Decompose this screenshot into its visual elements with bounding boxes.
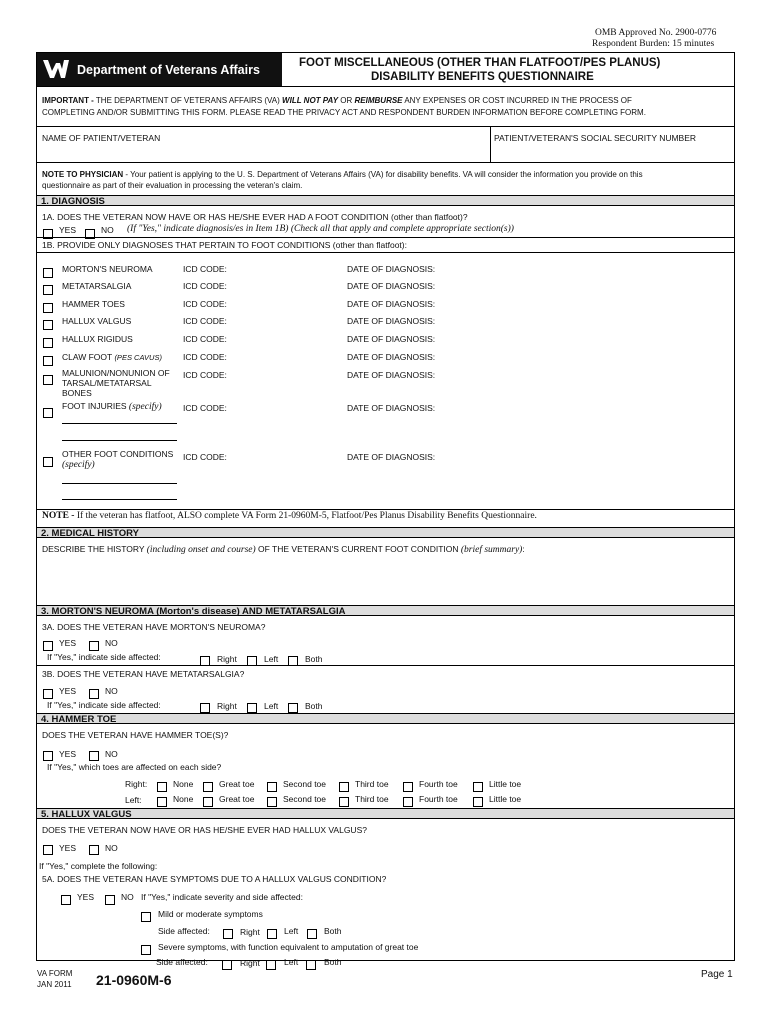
- respondent-burden: Respondent Burden: 15 minutes: [592, 39, 715, 49]
- q3a-both-label: Both: [305, 654, 323, 664]
- q3b-side-label: If "Yes," indicate side affected:: [47, 700, 161, 710]
- claw-foot-label: CLAW FOOT (PES CAVUS): [62, 352, 162, 362]
- severe-left-label: Left: [284, 957, 299, 967]
- other-date-label: DATE OF DIAGNOSIS:: [347, 452, 436, 462]
- right-great-toe-label: Great toe: [219, 779, 255, 789]
- q1b-text: 1B. PROVIDE ONLY DIAGNOSES THAT PERTAIN TO FOOT CONDITIONS (other than flatfoot):: [42, 240, 407, 250]
- q3b-yes-label: YES: [59, 686, 77, 696]
- agency-name: Department of Veterans Affairs: [77, 63, 260, 77]
- q3b-text: 3B. DOES THE VETERAN HAVE METATARSALGIA?: [42, 669, 245, 679]
- hammer-toes-checkbox[interactable]: [43, 299, 53, 317]
- patient-name-input[interactable]: [41, 146, 485, 160]
- foot-injuries-specify-line1[interactable]: [62, 423, 177, 424]
- footer-va-form: VA FORM: [37, 969, 73, 978]
- mild-both-checkbox[interactable]: [307, 925, 317, 943]
- morton-s-neuroma-date-label: DATE OF DIAGNOSIS:: [347, 264, 436, 274]
- foot-injuries-date-label: DATE OF DIAGNOSIS:: [347, 403, 436, 413]
- q3a-no-label: NO: [105, 638, 118, 648]
- va-seal-icon: [41, 57, 71, 81]
- toes-left-label: Left:: [125, 795, 142, 805]
- q4-yes-label: YES: [59, 749, 77, 759]
- left-little-toe-label: Little toe: [489, 794, 522, 804]
- medical-history-input[interactable]: [41, 557, 730, 603]
- q4-which-toes: If "Yes," which toes are affected on each side?: [47, 762, 222, 772]
- mild-left-checkbox[interactable]: [267, 925, 277, 943]
- section-2-header: 2. MEDICAL HISTORY: [37, 527, 734, 538]
- q3b-right-label: Right: [217, 701, 237, 711]
- other-specify-line2[interactable]: [62, 499, 177, 500]
- right-none-label: None: [173, 779, 194, 789]
- footer-date: JAN 2011: [37, 980, 72, 989]
- severe-left-checkbox[interactable]: [266, 956, 276, 974]
- mild-side-label: Side affected:: [158, 926, 210, 936]
- metatarsalgia-date-label: DATE OF DIAGNOSIS:: [347, 281, 436, 291]
- q4-no-label: NO: [105, 749, 118, 759]
- severe-side-label: Side affected:: [156, 957, 208, 967]
- va-logo-banner: [37, 53, 282, 86]
- footer-form-number: 21-0960M-6: [96, 972, 172, 988]
- malunion-date-label: DATE OF DIAGNOSIS:: [347, 370, 436, 380]
- hallux-rigidus-icd-label: ICD CODE:: [183, 334, 227, 344]
- q3a-both-checkbox[interactable]: [288, 652, 298, 670]
- metatarsalgia-icd-label: ICD CODE:: [183, 281, 227, 291]
- ssn-label: PATIENT/VETERAN'S SOCIAL SECURITY NUMBER: [494, 133, 697, 143]
- hammer-toes-icd-label: ICD CODE:: [183, 299, 227, 309]
- omb-number: OMB Approved No. 2900-0776: [595, 28, 717, 38]
- section-3-header: 3. MORTON'S NEUROMA (Morton's disease) AND METATARSALGIA: [37, 605, 734, 616]
- other-conditions-label: OTHER FOOT CONDITIONS: [62, 449, 174, 459]
- q1a-text: 1A. DOES THE VETERAN NOW HAVE OR HAS HE/SHE EVER HAD A FOOT CONDITION (other than flatfoot)?: [42, 212, 468, 222]
- malunion-checkbox[interactable]: [43, 371, 53, 389]
- section-5-header: 5. HALLUX VALGUS: [37, 808, 734, 819]
- section-1-header: 1. DIAGNOSIS: [37, 195, 734, 206]
- hallux-rigidus-date-label: DATE OF DIAGNOSIS:: [347, 334, 436, 344]
- malunion-label-3: BONES: [62, 388, 92, 398]
- hallux-valgus-checkbox[interactable]: [43, 316, 53, 334]
- left-none-label: None: [173, 794, 194, 804]
- q5-no-checkbox[interactable]: [89, 841, 99, 859]
- morton-s-neuroma-checkbox[interactable]: [43, 264, 53, 282]
- q5a-text: 5A. DOES THE VETERAN HAVE SYMPTOMS DUE TO A HALLUX VALGUS CONDITION?: [42, 874, 387, 884]
- mild-both-label: Both: [324, 926, 342, 936]
- q5-text: DOES THE VETERAN NOW HAVE OR HAS HE/SHE EVER HAD HALLUX VALGUS?: [42, 825, 367, 835]
- q1a-instruction: (If "Yes," indicate diagnosis/es in Item 1B) (Check all that apply and complete appropriate section(s)): [127, 224, 514, 234]
- right-little-toe-label: Little toe: [489, 779, 522, 789]
- left-third-toe-label: Third toe: [355, 794, 389, 804]
- important-notice-line2: COMPLETING AND/OR SUBMITTING THIS FORM. PLEASE READ THE PRIVACY ACT AND RESPONDENT BURDEN INFORMATION BEFORE COMPLETING FORM.: [42, 108, 646, 117]
- q5a-no-checkbox[interactable]: [105, 891, 115, 909]
- malunion-icd-label: ICD CODE:: [183, 370, 227, 380]
- foot-injuries-icd-label: ICD CODE:: [183, 403, 227, 413]
- hammer-toes-date-label: DATE OF DIAGNOSIS:: [347, 299, 436, 309]
- medical-history-prompt: DESCRIBE THE HISTORY (including onset and course) OF THE VETERAN'S CURRENT FOOT CONDITION (brief summary):: [42, 544, 525, 555]
- left-fourth-toe-label: Fourth toe: [419, 794, 458, 804]
- important-notice: IMPORTANT - THE DEPARTMENT OF VETERANS AFFAIRS (VA) WILL NOT PAY OR REIMBURSE ANY EXPENSES OR COST INCURRED IN THE PROCESS OF: [42, 96, 632, 105]
- mild-right-label: Right: [240, 927, 260, 937]
- q5a-yes-checkbox[interactable]: [61, 891, 71, 909]
- ssn-input[interactable]: [494, 146, 730, 160]
- form-title: FOOT MISCELLANEOUS (OTHER THAN FLATFOOT/PES PLANUS): [299, 57, 661, 69]
- q4-text: DOES THE VETERAN HAVE HAMMER TOE(S)?: [42, 730, 229, 740]
- q3b-both-label: Both: [305, 701, 323, 711]
- hallux-valgus-icd-label: ICD CODE:: [183, 316, 227, 326]
- q5-no-label: NO: [105, 843, 118, 853]
- q3a-left-checkbox[interactable]: [247, 652, 257, 670]
- q3a-yes-label: YES: [59, 638, 77, 648]
- q3a-left-label: Left: [264, 654, 279, 664]
- patient-name-label: NAME OF PATIENT/VETERAN: [42, 133, 161, 143]
- q5-complete-following: If "Yes," complete the following:: [39, 861, 158, 871]
- right-third-toe-label: Third toe: [355, 779, 389, 789]
- q5-yes-checkbox[interactable]: [43, 841, 53, 859]
- q3b-no-label: NO: [105, 686, 118, 696]
- right-second-toe-label: Second toe: [283, 779, 327, 789]
- severe-both-checkbox[interactable]: [306, 956, 316, 974]
- foot-injuries-label: FOOT INJURIES (specify): [62, 401, 162, 412]
- q3a-right-checkbox[interactable]: [200, 652, 210, 670]
- other-conditions-checkbox[interactable]: [43, 453, 53, 471]
- mild-symptoms-label: Mild or moderate symptoms: [158, 909, 263, 919]
- hallux-rigidus-label: HALLUX RIGIDUS: [62, 334, 133, 344]
- left-great-toe-label: Great toe: [219, 794, 255, 804]
- mild-symptoms-checkbox[interactable]: [141, 908, 151, 926]
- other-icd-label: ICD CODE:: [183, 452, 227, 462]
- mild-right-checkbox[interactable]: [223, 925, 233, 943]
- mild-left-label: Left: [284, 926, 299, 936]
- metatarsalgia-checkbox[interactable]: [43, 281, 53, 299]
- severe-symptoms-checkbox[interactable]: [141, 941, 151, 959]
- hallux-valgus-date-label: DATE OF DIAGNOSIS:: [347, 316, 436, 326]
- severe-right-label: Right: [240, 958, 260, 968]
- hammer-toes-label: HAMMER TOES: [62, 299, 125, 309]
- footer-page-number: Page 1: [701, 969, 733, 980]
- right-fourth-toe-label: Fourth toe: [419, 779, 458, 789]
- left-second-toe-label: Second toe: [283, 794, 327, 804]
- morton-s-neuroma-icd-label: ICD CODE:: [183, 264, 227, 274]
- note-to-physician-line2: questionnaire as part of their evaluation in processing the veteran's claim.: [42, 181, 303, 190]
- foot-injuries-checkbox[interactable]: [43, 404, 53, 422]
- foot-injuries-specify-line2[interactable]: [62, 440, 177, 441]
- q3b-left-label: Left: [264, 701, 279, 711]
- hallux-rigidus-checkbox[interactable]: [43, 334, 53, 352]
- malunion-label: MALUNION/NONUNION OF: [62, 368, 170, 378]
- q3a-right-label: Right: [217, 654, 237, 664]
- morton-s-neuroma-label: MORTON'S NEUROMA: [62, 264, 153, 274]
- q1a-no-label: NO: [101, 225, 114, 235]
- q5a-no-label: NO: [121, 892, 134, 902]
- metatarsalgia-label: METATARSALGIA: [62, 281, 132, 291]
- claw-foot-date-label: DATE OF DIAGNOSIS:: [347, 352, 436, 362]
- malunion-label-2: TARSAL/METATARSAL: [62, 378, 152, 388]
- severe-right-checkbox[interactable]: [222, 956, 232, 974]
- q3a-text: 3A. DOES THE VETERAN HAVE MORTON'S NEUROMA?: [42, 622, 266, 632]
- note-to-physician: NOTE TO PHYSICIAN - Your patient is applying to the U. S. Department of Veterans Affairs (VA) for disability benefits. VA will consider the information you provide on this: [42, 170, 643, 179]
- other-specify-line1[interactable]: [62, 483, 177, 484]
- other-specify-label: (specify): [62, 460, 95, 470]
- claw-foot-icd-label: ICD CODE:: [183, 352, 227, 362]
- q5a-yes-label: YES: [77, 892, 95, 902]
- severe-both-label: Both: [324, 957, 342, 967]
- claw-foot-checkbox[interactable]: [43, 352, 53, 370]
- severe-symptoms-label: Severe symptoms, with function equivalent to amputation of great toe: [158, 942, 419, 952]
- form-frame: [36, 52, 735, 961]
- q5a-severity-label: If "Yes," indicate severity and side affected:: [141, 892, 303, 902]
- q3a-side-label: If "Yes," indicate side affected:: [47, 652, 161, 662]
- hallux-valgus-label: HALLUX VALGUS: [62, 316, 132, 326]
- flatfoot-note: NOTE - If the veteran has flatfoot, ALSO complete VA Form 21-0960M-5, Flatfoot/Pes Planus Disability Benefits Questionnaire.: [42, 511, 537, 521]
- toes-right-label: Right:: [125, 779, 148, 789]
- section-4-header: 4. HAMMER TOE: [37, 713, 734, 724]
- q5-yes-label: YES: [59, 843, 77, 853]
- form-subtitle: DISABILITY BENEFITS QUESTIONNAIRE: [371, 71, 594, 83]
- q1a-yes-label: YES: [59, 225, 77, 235]
